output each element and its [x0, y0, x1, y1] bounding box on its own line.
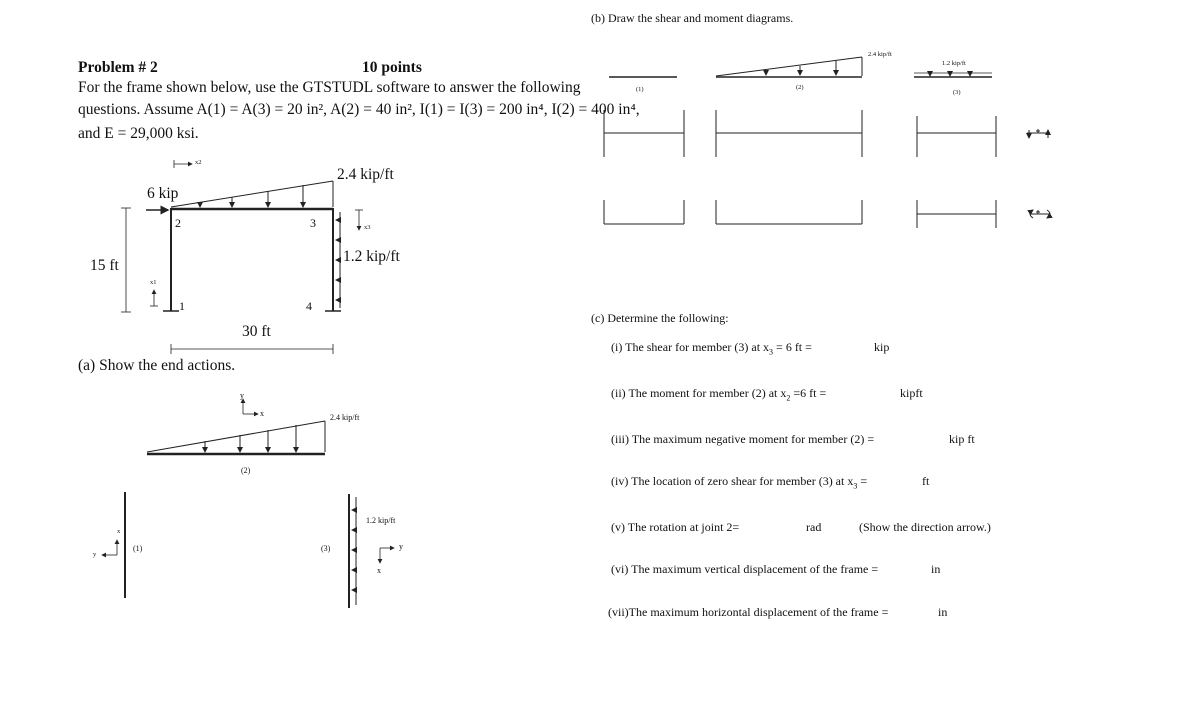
x3-label: x3	[364, 224, 371, 231]
question-6: (vi) The maximum vertical displacement of the frame =	[611, 562, 879, 576]
span-label: 30 ft	[242, 323, 271, 340]
question-1: (i) The shear for member (3) at $x_3 = 6$ ft =	[611, 340, 812, 357]
question-1-unit: kip	[874, 340, 890, 354]
part-b-label: (b) Draw the shear and moment diagrams.	[591, 11, 794, 25]
node-4-label: 4	[306, 299, 312, 313]
part-a-label: (a) Show the end actions.	[78, 357, 236, 374]
intro-math: A(1) = A(3) = 20 in², A(2) = 40 in², I(1) = I(3) = 200 in⁴, I(2) = 400 in⁴,	[196, 101, 640, 118]
part-a-member3-label: (3)	[321, 544, 331, 553]
part-b-diagrams	[604, 57, 1050, 228]
load-24-label: 2.4 kip/ft	[337, 166, 394, 183]
part-b-member2: (2)	[796, 84, 804, 91]
x1-label: x1	[150, 279, 157, 286]
problem-points: 10 points	[362, 59, 422, 76]
node-2-label: 2	[175, 216, 181, 230]
part-a-m1-axis-x: x	[117, 528, 121, 535]
question-5-note: (Show the direction arrow.)	[859, 520, 991, 534]
part-a-m3-axis-y: y	[399, 542, 403, 551]
part-a-axis-x: x	[260, 409, 264, 418]
question-5: (v) The rotation at joint 2=	[611, 520, 740, 534]
question-2-unit: kipft	[900, 386, 923, 400]
trapezoidal-load-line	[171, 181, 333, 207]
node-3-label: 3	[310, 216, 316, 230]
part-a-load-12: 1.2 kip/ft	[366, 516, 396, 525]
part-b-load-24: 2.4 kip/ft	[868, 51, 892, 58]
question-3: (iii) The maximum negative moment for member (2) =	[611, 432, 875, 446]
part-a-member2-label: (2)	[241, 466, 251, 475]
question-7: (vii)The maximum horizontal displacement of the frame =	[608, 605, 889, 619]
part-b-member1: (1)	[636, 86, 644, 93]
load-12-label: 1.2 kip/ft	[343, 248, 400, 265]
part-a-axis-y: y	[240, 391, 244, 400]
x2-label: x2	[195, 159, 202, 166]
question-3-unit: kip ft	[949, 432, 975, 446]
question-4-unit: ft	[922, 474, 930, 488]
part-b-load-12: 1.2 kip/ft	[942, 60, 966, 67]
part-a-m1-axis-y: y	[93, 551, 97, 558]
problem-intro-line3: and E = 29,000 ksi.	[78, 125, 199, 142]
problem-intro-line1: For the frame shown below, use the GTSTUDL software to answer the following	[78, 79, 581, 96]
moment-sign-icon	[1030, 210, 1050, 218]
question-6-unit: in	[931, 562, 941, 576]
problem-title: Problem # 2	[78, 59, 158, 76]
part-a-diagrams	[102, 399, 394, 608]
question-7-unit: in	[938, 605, 948, 619]
load-6kip-label: 6 kip	[147, 185, 179, 202]
intro-prefix: questions. Assume	[78, 101, 194, 118]
height-label: 15 ft	[90, 257, 119, 274]
part-c-label: (c) Determine the following:	[591, 311, 729, 325]
question-4: (iv) The location of zero shear for member (3) at $x_3$ =	[611, 474, 868, 491]
question-2: (ii) The moment for member (2) at $x_2 =6$ ft =	[611, 386, 827, 403]
part-a-load-24: 2.4 kip/ft	[330, 413, 360, 422]
question-5-unit: rad	[806, 520, 822, 534]
node-1-label: 1	[179, 299, 185, 313]
problem-intro-line2	[78, 101, 640, 119]
part-a-m3-axis-x: x	[377, 566, 381, 575]
shear-sign-icon	[1027, 129, 1050, 138]
part-b-member3: (3)	[953, 89, 961, 96]
part-a-member1-label: (1)	[133, 544, 143, 553]
